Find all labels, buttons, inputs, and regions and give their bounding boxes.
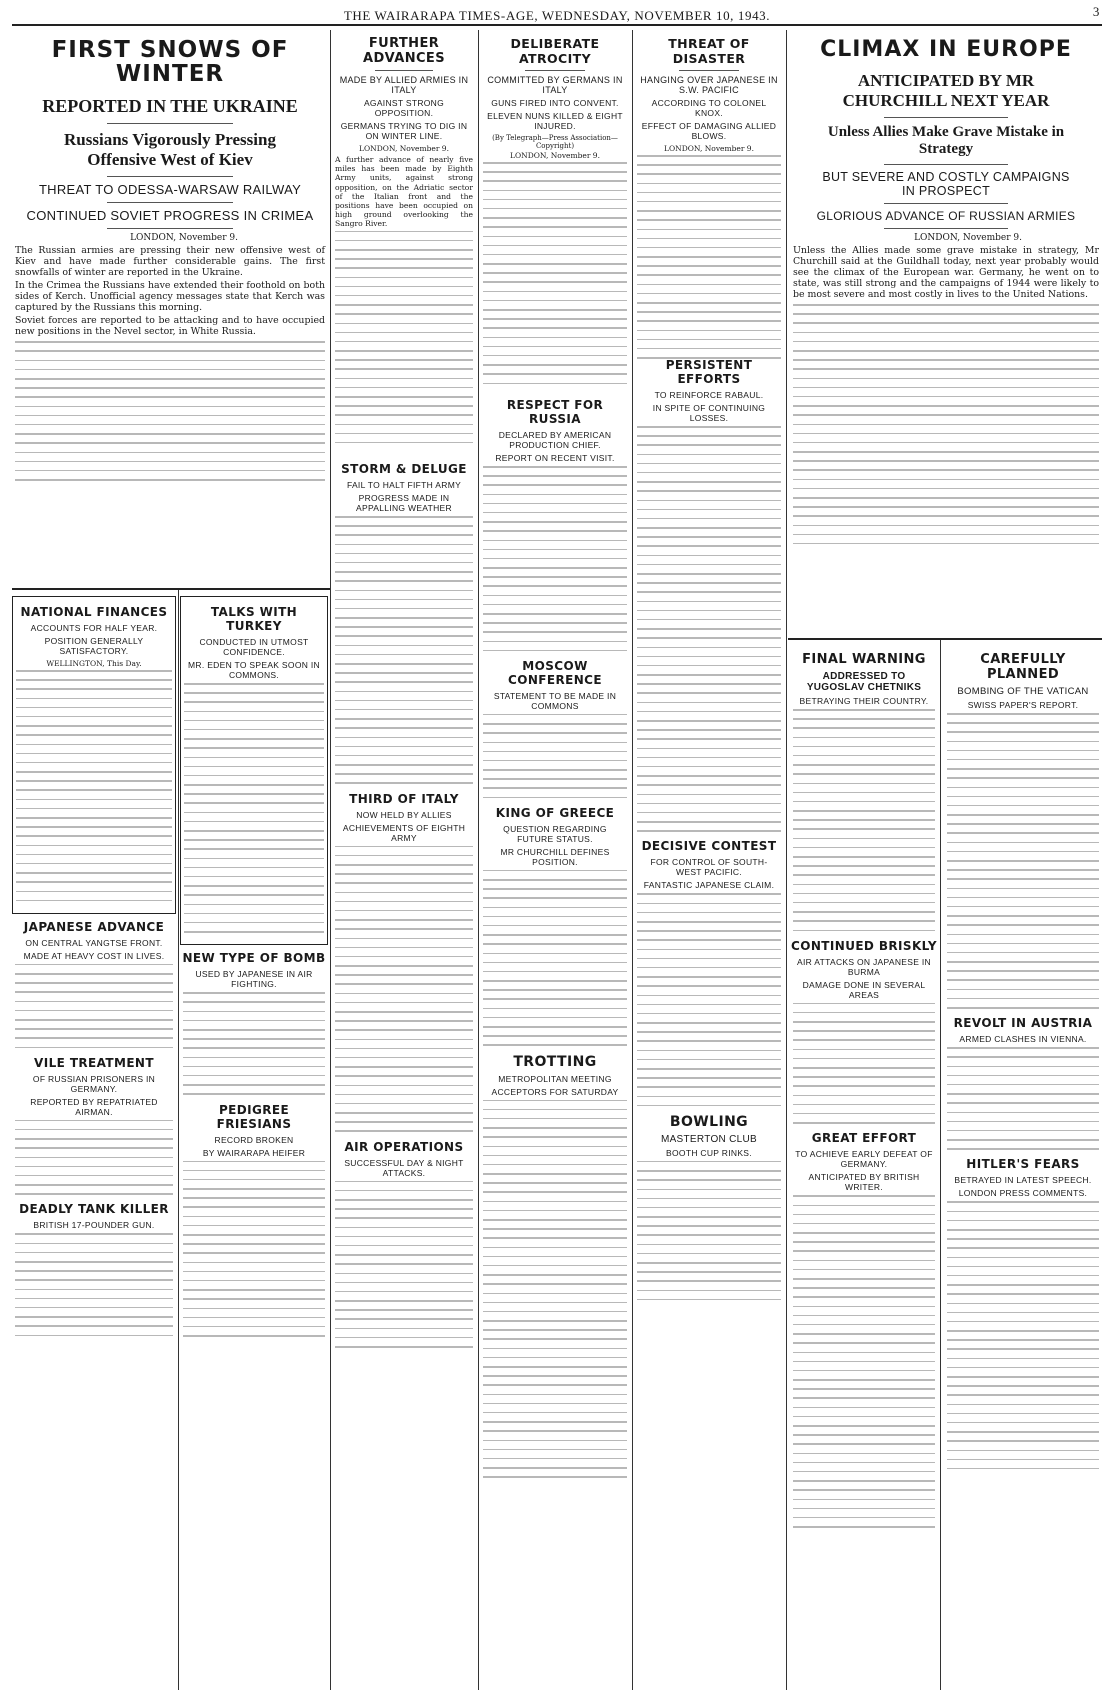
story-respect-for-russia	[480, 398, 630, 651]
story-deck: GERMANS TRYING TO DIG IN ON WINTER LINE.	[340, 121, 468, 141]
story-deck: MASTERTON CLUB	[660, 1133, 758, 1145]
story-further-advances	[332, 30, 476, 450]
story-decisive-contest	[634, 839, 784, 1106]
story-title: MOSCOW CONFERENCE	[508, 658, 602, 687]
story-storm-deluge	[332, 462, 476, 784]
story-third-of-italy	[332, 792, 476, 1132]
story-deck: AGAINST STRONG OPPOSITION.	[363, 98, 445, 118]
story-deck: NOW HELD BY ALLIES	[356, 809, 452, 820]
story-deck: REPORTED BY REPATRIATED AIRMAN.	[30, 1096, 158, 1117]
story-title: DECISIVE CONTEST	[641, 839, 777, 854]
story-deck: PROGRESS MADE IN APPALLING WEATHER	[356, 493, 452, 513]
dateline: LONDON, November 9.	[130, 233, 238, 244]
lower-column-4	[480, 392, 630, 1692]
credit-line: (By Telegraph—Press Association—Copyright)	[492, 134, 618, 150]
story-title: STORM & DELUGE	[341, 462, 467, 476]
story-deck: BOOTH CUP RINKS.	[666, 1147, 752, 1158]
story-hitlers-fears	[944, 1157, 1102, 1469]
subheadline: CONTINUED SOVIET PROGRESS IN CRIMEA	[26, 208, 314, 224]
divider	[884, 228, 1009, 229]
story-moscow-conference	[480, 659, 630, 798]
subheadline: Russians Vigorously Pressing Offensive West of Kiev	[64, 130, 276, 170]
dateline: WELLINGTON, This Day.	[46, 659, 142, 668]
story-deck: ACHIEVEMENTS OF EIGHTH ARMY	[342, 822, 466, 843]
story-title: NEW TYPE OF BOMB	[182, 951, 326, 966]
story-deck: MR CHURCHILL DEFINES POSITION.	[500, 846, 610, 867]
lead-paragraph: Unless the Allies made some grave mistake in strategy, Mr Churchill said at the Guildhall today, next year probably would see the climax of the European war. Germany, he went on to state, was still strong and the campaigns of 1944 were likely to be most severe and most costly in lives to the United Nations.	[793, 245, 1099, 301]
story-final-warning	[790, 652, 938, 931]
story-continued-briskly	[790, 939, 938, 1124]
body-text-lines	[483, 466, 627, 651]
story-title: PEDIGREE FRIESIANS	[216, 1102, 292, 1131]
body-text-lines	[483, 714, 627, 798]
story-deck: POSITION GENERALLY SATISFACTORY.	[44, 636, 144, 656]
body-text-lines	[335, 231, 473, 444]
body-text-lines	[16, 670, 172, 901]
story-new-type-of-bomb	[180, 951, 328, 1095]
column-rule	[478, 30, 479, 1690]
masthead-title: THE WAIRARAPA TIMES-AGE, WEDNESDAY, NOVEMBER 10, 1943.	[343, 8, 771, 23]
story-deck: ACCOUNTS FOR HALF YEAR.	[30, 623, 158, 633]
body-text-lines	[947, 713, 1099, 1009]
story-title: THIRD OF ITALY	[349, 791, 459, 806]
story-deck: QUESTION REGARDING FUTURE STATUS.	[503, 823, 607, 844]
body-text-lines	[793, 304, 1099, 544]
body-text-lines	[947, 1201, 1099, 1469]
story-air-operations	[332, 1140, 476, 1348]
story-deck: EFFECT OF DAMAGING ALLIED BLOWS.	[641, 121, 777, 141]
story-threat-of-disaster	[634, 30, 784, 360]
body-text-lines	[335, 1181, 473, 1348]
section-rule	[788, 638, 1102, 640]
body-text-lines	[793, 709, 935, 931]
subheadline: Unless Allies Make Grave Mistake in Strategy	[827, 124, 1065, 158]
story-deliberate-atrocity	[480, 30, 630, 390]
story-deck: TO REINFORCE RABAUL.	[654, 390, 764, 400]
body-text-lines	[947, 1047, 1099, 1150]
paragraph: Soviet forces are reported to be attacking and to have occupied new positions in the Nevel sector, in White Russia.	[15, 315, 325, 338]
column-rule	[940, 640, 941, 1690]
story-title: TROTTING	[513, 1053, 597, 1070]
story-title: HITLER'S FEARS	[966, 1157, 1080, 1172]
body-text-lines	[183, 992, 325, 1095]
story-bowling	[634, 1114, 784, 1300]
story-revolt-in-austria	[944, 1016, 1102, 1150]
story-deck: FOR CONTROL OF SOUTH-WEST PACIFIC.	[650, 857, 768, 878]
story-deck: BRITISH 17-POUNDER GUN.	[33, 1220, 155, 1231]
story-title: RESPECT FOR RUSSIA	[506, 398, 604, 426]
section-rule	[12, 588, 330, 590]
story-first-snows	[12, 30, 328, 590]
subheadline: REPORTED IN THE UKRAINE	[42, 96, 298, 117]
body-text-lines	[483, 1100, 627, 1478]
story-title: JAPANESE ADVANCE	[23, 919, 165, 934]
story-carefully-planned	[944, 652, 1102, 1009]
story-climax-in-europe	[790, 30, 1102, 635]
story-deck: SWISS PAPER'S REPORT.	[967, 700, 1079, 710]
story-deck: MADE BY ALLIED ARMIES IN ITALY	[339, 75, 469, 95]
subheadline: BUT SEVERE AND COSTLY CAMPAIGNS IN PROSPECT	[822, 170, 1070, 199]
story-deck: HANGING OVER JAPANESE IN S.W. PACIFIC	[640, 75, 778, 95]
story-deck: DAMAGE DONE IN SEVERAL AREAS	[802, 979, 926, 1000]
divider	[107, 228, 233, 229]
story-title: CAREFULLY PLANNED	[980, 652, 1066, 682]
body-text-lines	[15, 1233, 173, 1336]
story-king-of-greece	[480, 806, 630, 1046]
story-deck: CONDUCTED IN UTMOST CONFIDENCE.	[199, 637, 309, 657]
body-text-lines	[335, 846, 473, 1132]
story-trotting	[480, 1054, 630, 1478]
story-title: FINAL WARNING	[802, 652, 926, 667]
story-title: KING OF GREECE	[495, 805, 615, 820]
story-deck: ADDRESSED TO YUGOSLAV CHETNIKS	[806, 671, 922, 693]
story-title: DELIBERATE ATROCITY	[510, 36, 600, 66]
divider	[107, 202, 233, 203]
body-text-lines	[335, 516, 473, 784]
body-text-lines	[637, 155, 781, 360]
story-deck: ACCORDING TO COLONEL KNOX.	[651, 98, 767, 118]
lower-column-6	[790, 646, 938, 1692]
story-deck: DECLARED BY AMERICAN PRODUCTION CHIEF.	[498, 430, 612, 450]
story-title: AIR OPERATIONS	[344, 1139, 464, 1154]
story-deck: TO ACHIEVE EARLY DEFEAT OF GERMANY.	[795, 1149, 933, 1170]
story-deck: SUCCESSFUL DAY & NIGHT ATTACKS.	[344, 1157, 464, 1178]
page-number: 3	[1092, 4, 1100, 19]
dateline: LONDON, November 9.	[664, 144, 754, 153]
dateline: LONDON, November 9.	[359, 144, 449, 153]
body-text-lines	[483, 162, 627, 384]
story-title: GREAT EFFORT	[811, 1131, 917, 1146]
body-text-lines	[637, 426, 781, 832]
lower-column-2	[180, 596, 328, 1696]
story-national-finances	[12, 596, 176, 914]
divider	[884, 203, 1009, 204]
body-text-lines	[793, 1003, 935, 1124]
divider	[884, 164, 1009, 165]
story-title: THREAT OF DISASTER	[668, 36, 750, 66]
lower-column-1	[12, 596, 176, 1696]
subheadline: THREAT TO ODESSA-WARSAW RAILWAY	[38, 182, 302, 198]
divider	[375, 70, 433, 71]
story-deck: MADE AT HEAVY COST IN LIVES.	[23, 950, 165, 961]
story-great-effort	[790, 1131, 938, 1527]
lead-paragraph: The Russian armies are pressing their new offensive west of Kiev and have made further considerable gains. The first snowfalls of winter are reported in the Ukraine.	[15, 245, 325, 279]
story-title: DEADLY TANK KILLER	[19, 1202, 169, 1217]
body-text-lines	[15, 964, 173, 1048]
story-title: BOWLING	[669, 1113, 749, 1130]
dateline: LONDON, November 9.	[914, 233, 1022, 244]
divider	[884, 117, 1009, 118]
story-deck: BETRAYING THEIR COUNTRY.	[799, 696, 929, 706]
story-deck: MR. EDEN TO SPEAK SOON IN COMMONS.	[188, 660, 320, 680]
story-deck: IN SPITE OF CONTINUING LOSSES.	[652, 403, 766, 423]
story-title: FURTHER ADVANCES	[363, 36, 445, 66]
story-deck: GUNS FIRED INTO CONVENT.	[491, 98, 619, 108]
story-title: CONTINUED BRISKLY	[791, 938, 937, 953]
divider	[679, 70, 739, 71]
story-deck: AIR ATTACKS ON JAPANESE IN BURMA	[797, 956, 931, 977]
story-deck: ELEVEN NUNS KILLED & EIGHT INJURED.	[487, 111, 623, 131]
story-title: PERSISTENT EFFORTS	[665, 358, 753, 386]
story-deck: FANTASTIC JAPANESE CLAIM.	[643, 880, 775, 891]
body-text-lines	[15, 341, 325, 480]
body-text-lines	[637, 893, 781, 1106]
body-text-lines	[793, 1195, 935, 1527]
story-deck: ARMED CLASHES IN VIENNA.	[959, 1034, 1087, 1045]
story-pedigree-friesians	[180, 1103, 328, 1337]
subheadline: GLORIOUS ADVANCE OF RUSSIAN ARMIES	[816, 209, 1076, 224]
story-deck: ACCEPTORS FOR SATURDAY	[491, 1086, 619, 1097]
divider	[107, 176, 233, 177]
headline: FIRST SNOWS OF WINTER	[51, 37, 289, 88]
story-deck: LONDON PRESS COMMENTS.	[958, 1188, 1088, 1199]
story-deck: USED BY JAPANESE IN AIR FIGHTING.	[195, 969, 313, 990]
lower-column-3	[332, 456, 476, 1696]
headline: CLIMAX IN EUROPE	[820, 37, 1072, 62]
story-deck: FAIL TO HALT FIFTH ARMY	[346, 480, 462, 490]
story-deck: STATEMENT TO BE MADE IN COMMONS	[493, 690, 617, 711]
divider	[107, 123, 233, 124]
story-deck: REPORT ON RECENT VISIT.	[495, 453, 615, 463]
story-deck: METROPOLITAN MEETING	[498, 1073, 612, 1084]
story-deck: COMMITTED BY GERMANS IN ITALY	[487, 75, 623, 95]
story-deck: BOMBING OF THE VATICAN	[957, 686, 1089, 697]
body-text-lines	[184, 683, 324, 933]
paragraph: In the Crimea the Russians have extended their foothold on both sides of Kerch. Unofficial agency messages state that Kerch was captured by the Russians this morning.	[15, 280, 325, 314]
body-text-lines	[15, 1120, 173, 1195]
lower-column-5	[634, 352, 784, 1692]
dateline: LONDON, November 9.	[510, 151, 600, 160]
story-vile-treatment	[12, 1056, 176, 1195]
story-deck: ON CENTRAL YANGTSE FRONT.	[25, 937, 163, 948]
story-deck: OF RUSSIAN PRISONERS IN GERMANY.	[32, 1073, 156, 1094]
story-deadly-tank-killer	[12, 1202, 176, 1336]
column-rule	[330, 30, 331, 1690]
body-text-lines	[483, 870, 627, 1046]
column-rule	[178, 590, 179, 1690]
story-japanese-advance	[12, 920, 176, 1048]
column-rule	[632, 30, 633, 1690]
body-text-lines	[183, 1161, 325, 1337]
story-title: REVOLT IN AUSTRIA	[953, 1016, 1093, 1031]
story-deck: BETRAYED IN LATEST SPEECH.	[954, 1175, 1092, 1186]
story-deck: RECORD BROKEN	[214, 1134, 294, 1145]
story-title: VILE TREATMENT	[34, 1055, 154, 1070]
story-talks-with-turkey	[180, 596, 328, 945]
story-title: TALKS WITH TURKEY	[210, 605, 298, 633]
story-persistent-efforts	[634, 358, 784, 832]
story-deck: BY WAIRARAPA HEIFER	[202, 1147, 306, 1158]
column-rule	[786, 30, 787, 1690]
body-text-lines	[637, 1161, 781, 1300]
divider	[525, 70, 585, 71]
subheadline: ANTICIPATED BY MR CHURCHILL NEXT YEAR	[842, 71, 1050, 111]
story-title: NATIONAL FINANCES	[20, 605, 168, 619]
lead-paragraph: A further advance of nearly five miles has been made by Eighth Army units, against strong opposition, on the Adriatic sector of the Italian front and the positions have been occupied on high ground overlooking the Sangro River.	[335, 155, 473, 229]
story-deck: ANTICIPATED BY BRITISH WRITER.	[808, 1172, 920, 1193]
lower-column-7	[944, 646, 1102, 1692]
masthead	[12, 4, 1102, 26]
